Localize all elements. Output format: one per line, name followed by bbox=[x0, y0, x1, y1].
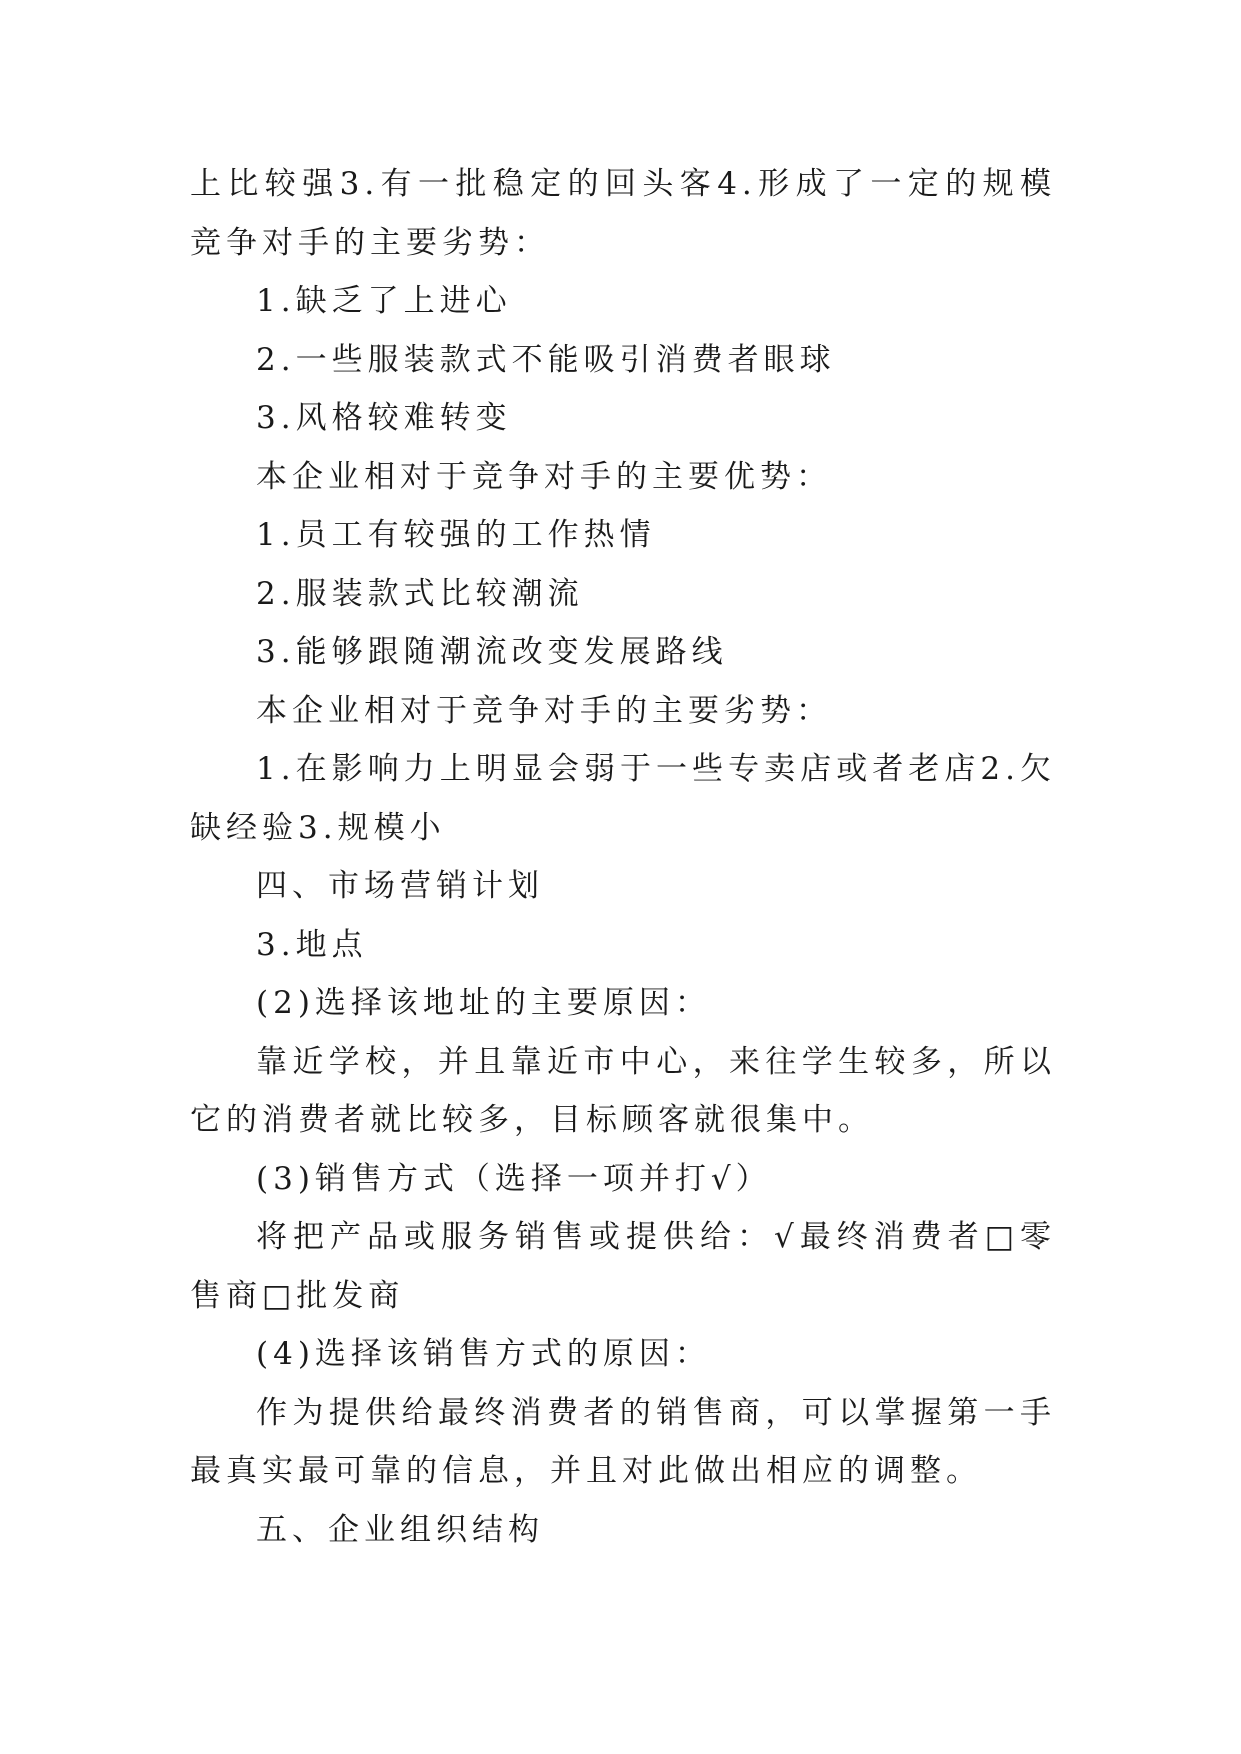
paragraph: 本企业相对于竞争对手的主要劣势： bbox=[256, 692, 832, 729]
paragraph: 将把产品或服务销售或提供给：√最终消费者□零售商□批发商 bbox=[190, 1219, 1056, 1314]
section-heading: 四、市场营销计划 bbox=[256, 868, 544, 904]
paragraph: 作为提供给最终消费者的销售商，可以掌握第一手最真实最可靠的信息，并且对此做出相应的调整。 bbox=[190, 1394, 1056, 1489]
paragraph: (3)销售方式（选择一项并打√） bbox=[256, 1160, 772, 1197]
section-heading: 五、企业组织结构 bbox=[256, 1511, 544, 1548]
paragraph: 3.能够跟随潮流改变发展路线 bbox=[256, 634, 728, 670]
paragraph: 本企业相对于竞争对手的主要优势： bbox=[256, 458, 832, 495]
paragraph: 1.缺乏了上进心 bbox=[256, 283, 512, 319]
paragraph: 靠近学校，并且靠近市中心，来往学生较多，所以它的消费者就比较多，目标顾客就很集中。 bbox=[190, 1043, 1056, 1138]
paragraph: 2.一些服装款式不能吸引消费者眼球 bbox=[256, 341, 836, 378]
paragraph: 1.在影响力上明显会弱于一些专卖店或者老店2.欠缺经验3.规模小 bbox=[190, 751, 1056, 846]
paragraph: 上比较强3.有一批稳定的回头客4.形成了一定的规模竞争对手的主要劣势： bbox=[190, 166, 1056, 261]
paragraph: (2)选择该地址的主要原因： bbox=[256, 985, 711, 1021]
paragraph: 3.风格较难转变 bbox=[256, 400, 512, 436]
paragraph: 3.地点 bbox=[256, 926, 368, 963]
paragraph: (4)选择该销售方式的原因： bbox=[256, 1336, 711, 1372]
paragraph: 2.服装款式比较潮流 bbox=[256, 575, 584, 612]
paragraph: 1.员工有较强的工作热情 bbox=[256, 517, 656, 553]
document-page bbox=[190, 155, 1056, 1559]
